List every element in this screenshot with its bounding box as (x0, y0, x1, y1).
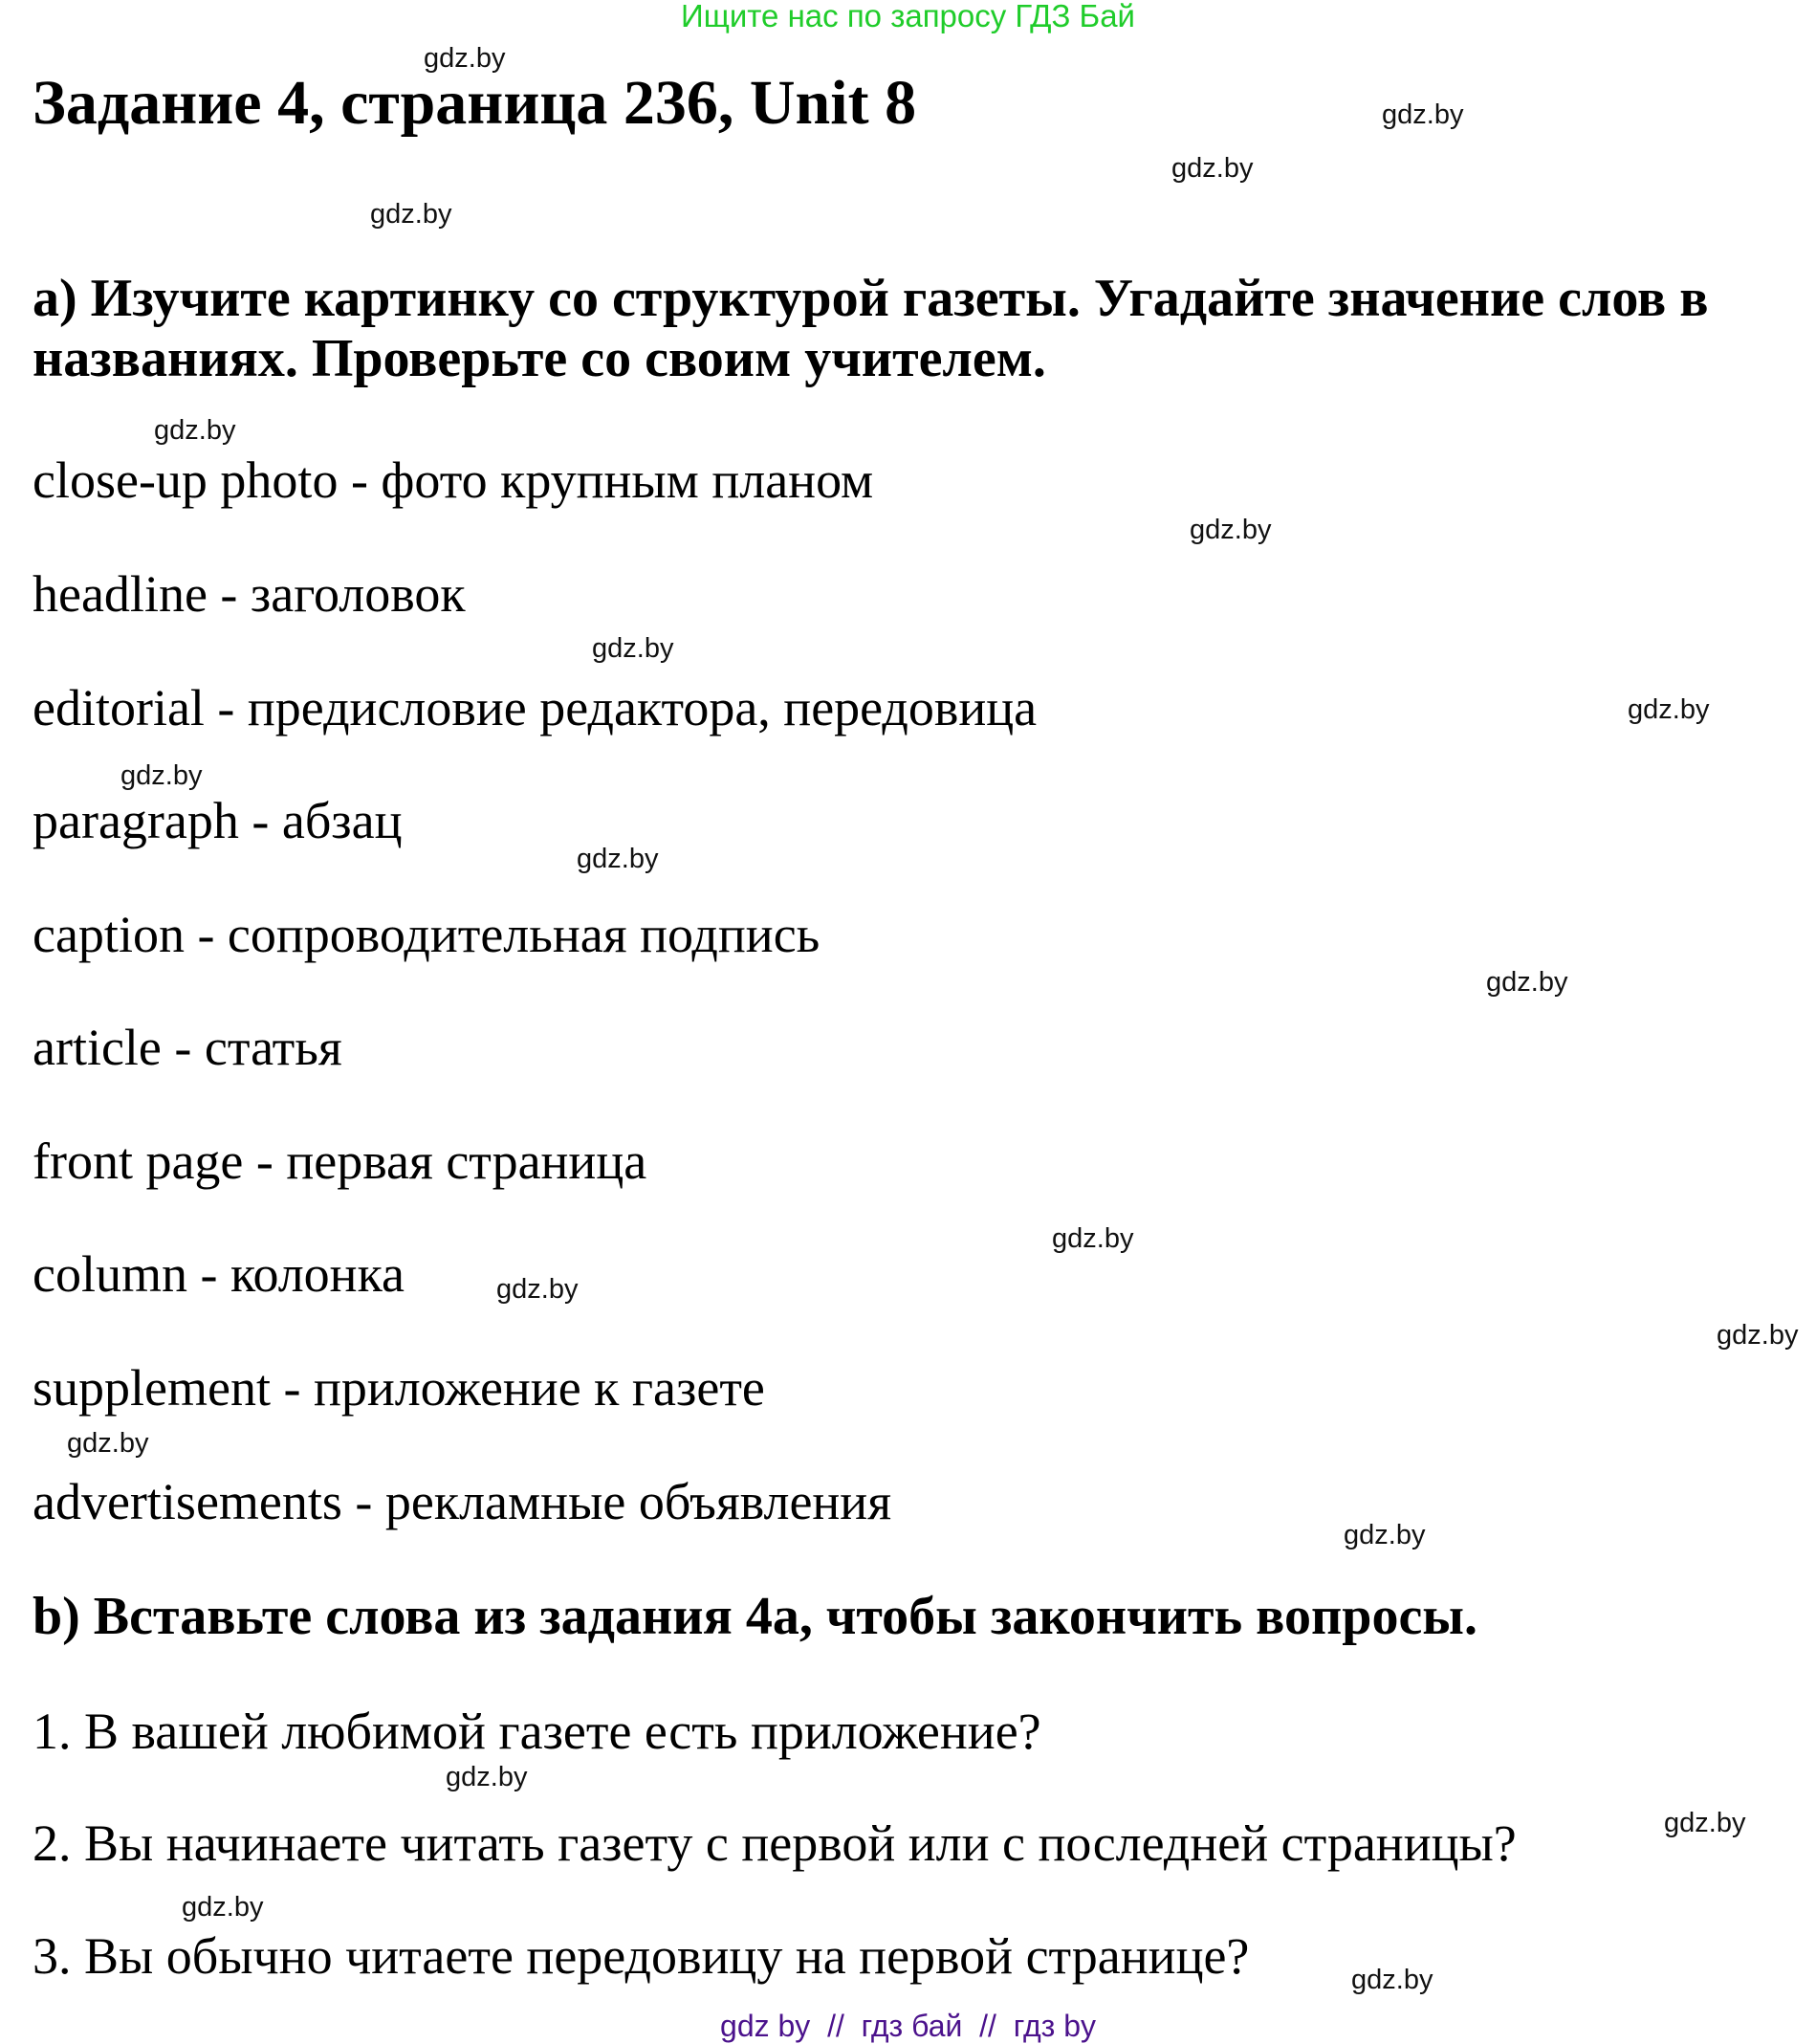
watermark: gdz.by (1382, 99, 1464, 130)
watermark: gdz.by (446, 1762, 528, 1792)
term-row: supplement - приложение к газете (33, 1359, 765, 1417)
watermark: gdz.by (1486, 967, 1568, 998)
term-row: close-up photo - фото крупным планом (33, 451, 874, 509)
watermark: gdz.by (1190, 515, 1272, 545)
term-row: editorial - предисловие редактора, передовица (33, 679, 1038, 736)
watermark: gdz.by (120, 760, 203, 791)
question-row: 1. В вашей любимой газете есть приложение? (33, 1703, 1041, 1760)
question-row: 3. Вы обычно читаете передовицу на первой странице? (33, 1927, 1250, 1985)
promo-banner: Ищите нас по запросу ГДЗ Бай (681, 0, 1135, 33)
watermark: gdz.by (1628, 694, 1710, 725)
watermark: gdz.by (592, 633, 674, 664)
page-title: Задание 4, страница 236, Unit 8 (33, 68, 917, 138)
term-row: front page - первая страница (33, 1132, 647, 1190)
watermark: gdz.by (67, 1428, 149, 1459)
watermark: gdz.by (1717, 1320, 1799, 1351)
watermark: gdz.by (182, 1892, 264, 1923)
question-row: 2. Вы начинаете читать газету с первой или с последней страницы? (33, 1814, 1517, 1872)
watermark: gdz.by (424, 43, 506, 74)
term-row: headline - заголовок (33, 565, 466, 623)
watermark: gdz.by (1664, 1808, 1746, 1838)
watermark: gdz.by (577, 844, 659, 874)
term-row: paragraph - абзац (33, 792, 403, 849)
part-a-heading-line2: названиях. Проверьте со своим учителем. (33, 329, 1046, 388)
watermark: gdz.by (1171, 153, 1254, 184)
watermark: gdz.by (154, 415, 236, 446)
watermark: gdz.by (1344, 1520, 1426, 1550)
watermark: gdz.by (370, 199, 452, 230)
term-row: advertisements - рекламные объявления (33, 1473, 892, 1530)
watermark: gdz.by (1351, 1965, 1433, 1995)
watermark: gdz.by (1052, 1223, 1134, 1254)
part-a-heading-line1: a) Изучите картинку со структурой газеты. Угадайте значение слов в (33, 269, 1709, 328)
watermark: gdz.by (496, 1274, 579, 1305)
term-row: article - статья (33, 1019, 342, 1076)
term-row: column - колонка (33, 1245, 405, 1303)
footer-links: gdz by // гдз бай // гдз by (720, 2009, 1096, 2043)
part-b-heading: b) Вставьте слова из задания 4а, чтобы закончить вопросы. (33, 1587, 1478, 1646)
term-row: caption - сопроводительная подпись (33, 906, 820, 963)
